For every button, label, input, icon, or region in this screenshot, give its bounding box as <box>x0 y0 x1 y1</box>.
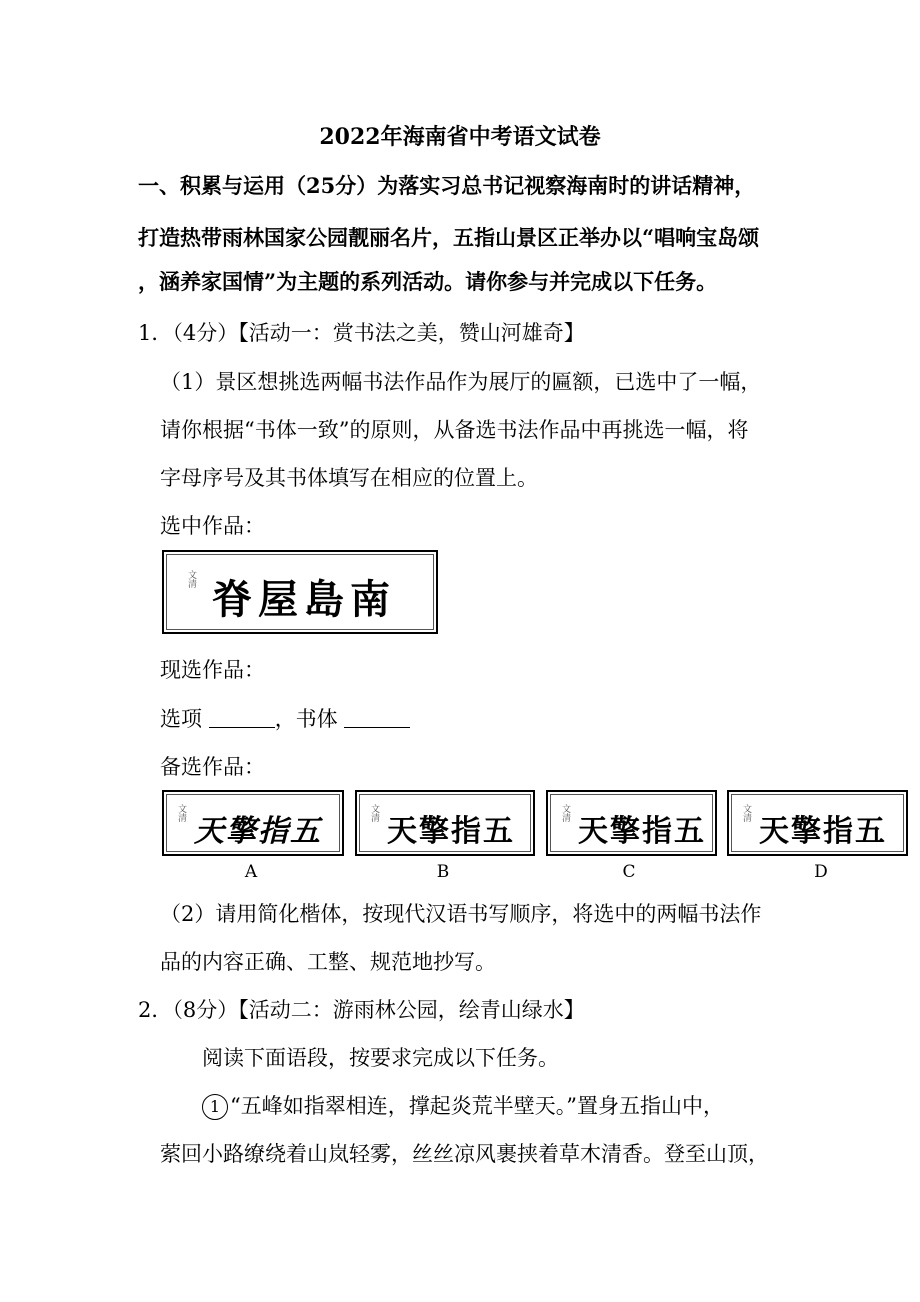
q2-instruction: 阅读下面语段，按要求完成以下任务。 <box>202 1046 559 1070</box>
option-label: 选项 <box>160 707 202 731</box>
candidate-a-text: 天擎指五 <box>194 814 322 849</box>
section-intro-line-2: 打造热带雨林国家公园靓丽名片，五指山景区正举办以“唱响宝岛颂 <box>138 225 760 250</box>
q1-part1-line-2: 请你根据“书体一致”的原则，从备选书法作品中再挑选一幅，将 <box>160 418 749 442</box>
candidates-label: 备选作品： <box>160 755 265 779</box>
option-answer-blank[interactable] <box>209 709 275 728</box>
circled-number-1: 1 <box>202 1094 228 1120</box>
candidate-d-text: 天擎指五 <box>759 814 887 849</box>
candidate-plaque-b <box>355 790 535 856</box>
q1-part1-line-1: （1）景区想挑选两幅书法作品作为展厅的匾额，已选中了一幅， <box>160 370 762 394</box>
candidate-b-seal: 文清 <box>369 804 379 822</box>
exam-title: 2022年海南省中考语文试卷 <box>319 124 601 150</box>
q1-part2-line-1: （2）请用简化楷体，按现代汉语书写顺序，将选中的两幅书法作 <box>160 902 762 926</box>
script-answer-blank[interactable] <box>344 709 410 728</box>
section-intro-line-1: 一、积累与运用（25分）为落实习总书记视察海南时的讲话精神， <box>138 173 756 198</box>
candidate-d-letter: D <box>814 862 828 882</box>
answer-line <box>160 703 410 733</box>
selected-work-label: 选中作品： <box>160 514 265 538</box>
candidate-c-text: 天擎指五 <box>578 814 706 849</box>
candidate-plaque-c <box>546 790 717 856</box>
selected-calligraphy-plaque <box>162 550 438 634</box>
question-1-header: 1．（4分）【活动一：赏书法之美，赞山河雄奇】 <box>138 321 585 345</box>
candidate-b-letter: B <box>436 862 450 882</box>
q2-paragraph-first-line <box>202 1090 724 1120</box>
candidate-plaque-a <box>162 790 344 856</box>
candidate-d-seal: 文清 <box>741 804 751 822</box>
candidate-a-letter: A <box>244 862 258 882</box>
question-2-header: 2．（8分）【活动二：游雨林公园，绘青山绿水】 <box>138 998 585 1022</box>
candidate-c-seal: 文清 <box>560 804 570 822</box>
plaque-seal-text: 文清 <box>186 570 196 588</box>
q1-part1-line-3: 字母序号及其书体填写在相应的位置上。 <box>160 466 538 490</box>
section-intro-line-3: ，涵养家国情”为主题的系列活动。请你参与并完成以下任务。 <box>138 269 718 294</box>
script-label: ，书体 <box>274 707 338 731</box>
candidate-b-text: 天擎指五 <box>387 814 515 849</box>
q2-paragraph-first-text: “五峰如指翠相连，撑起炎荒半壁天。”置身五指山中， <box>230 1094 724 1118</box>
current-work-label: 现选作品： <box>160 658 265 682</box>
plaque-calligraphy-text: 脊屋島南 <box>212 577 396 623</box>
candidate-c-letter: C <box>622 862 636 882</box>
candidate-plaque-d <box>727 790 908 856</box>
q2-paragraph-line-2: 萦回小路缭绕着山岚轻雾，丝丝凉风裹挟着草木清香。登至山顶， <box>160 1142 769 1166</box>
q1-part2-line-2: 品的内容正确、工整、规范地抄写。 <box>160 950 496 974</box>
candidate-a-seal: 文清 <box>176 804 186 822</box>
